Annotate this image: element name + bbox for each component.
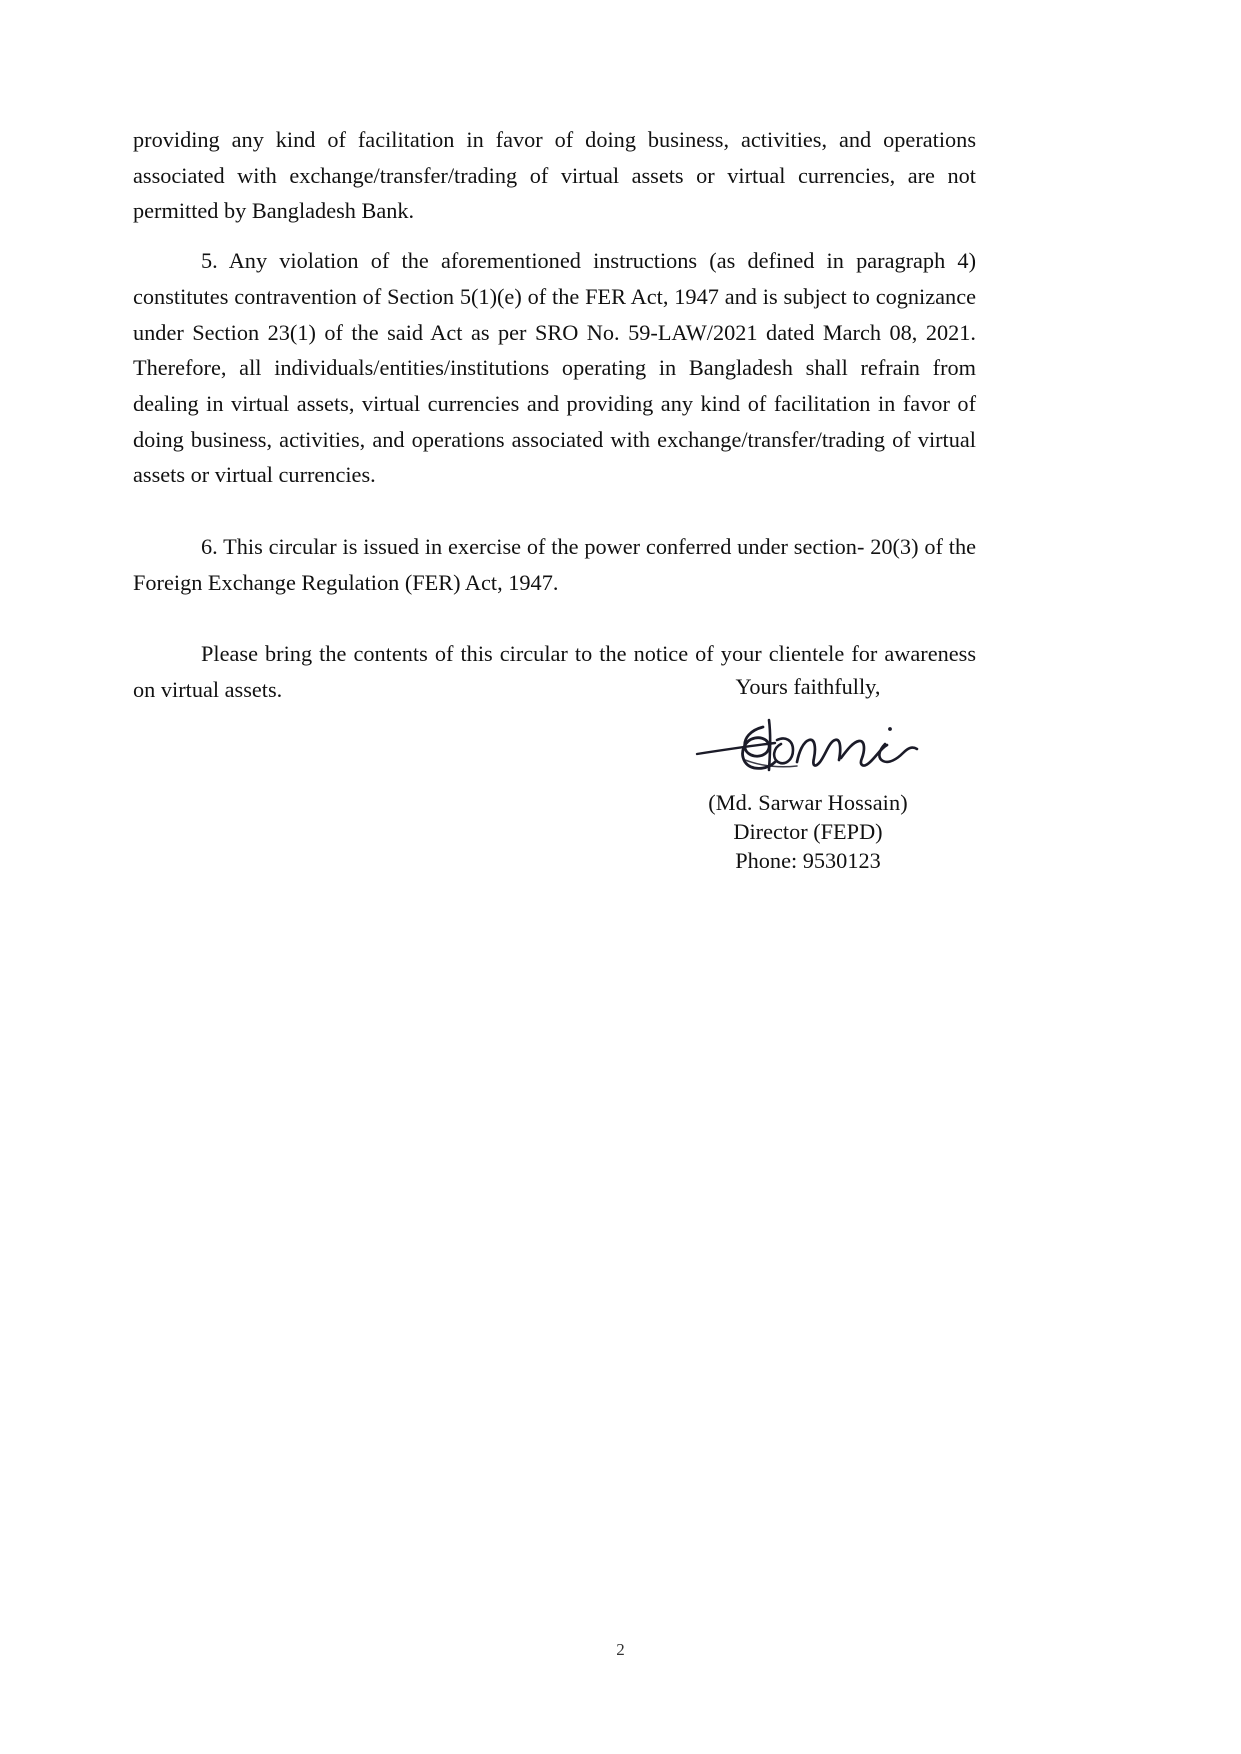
signatory-phone: Phone: 9530123: [735, 848, 881, 873]
paragraph-continuation: providing any kind of facilitation in favor of doing business, activities, and operations associated with exchange/transfer/trading of virtual assets or virtual currencies, are not permitted by Bangladesh Bank.: [133, 127, 976, 224]
paragraph-clause-6: 6. This circular is issued in exercise of the power conferred under section- 20(3) of the Foreign Exchange Regulation (FER) Act, 1947.: [133, 534, 976, 595]
paragraph-closing-note: Please bring the contents of this circular to the notice of your clientele for awareness on virtual assets.: [133, 641, 976, 703]
signature-closing: Yours faithfully,: [735, 674, 881, 699]
paragraph-clause-5: 5. Any violation of the aforementioned instructions (as defined in paragraph 4) constitutes contravention of Section 5(1)(e) of the FER Act, 1947 and is subject to cognizance under Section 23(1) of the said Act as per SRO No. 59-LAW/2021 dated March 08, 2021. Therefore, all individuals/entities/institutions operating in Bangladesh shall refrain from dealing in virtual assets, virtual currencies and providing any kind of facilitation in favor of doing business, activities, and operations associated with exchange/transfer/trading of virtual assets or virtual currencies.: [133, 248, 976, 488]
signature-block: [640, 672, 976, 875]
document-body: [133, 122, 976, 708]
handwritten-signature-icon: [640, 708, 976, 786]
page-number: 2: [616, 1640, 625, 1659]
signatory-name: (Md. Sarwar Hossain): [708, 790, 908, 815]
signatory-title: Director (FEPD): [733, 819, 883, 844]
